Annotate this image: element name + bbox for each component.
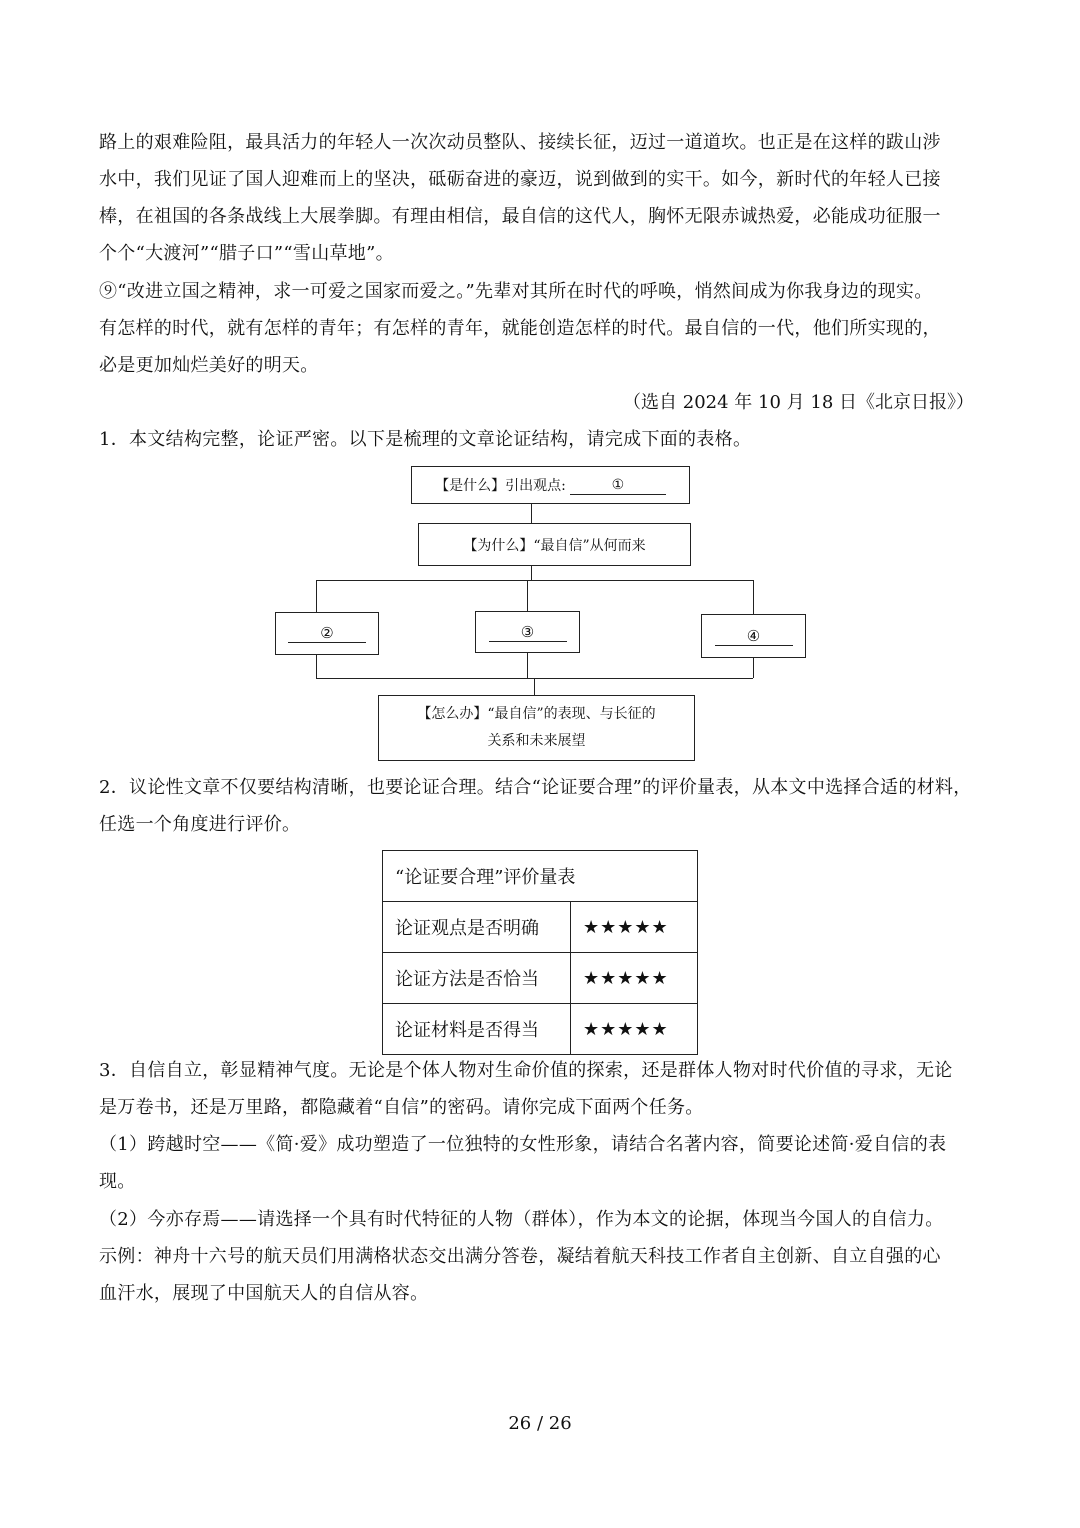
what-box xyxy=(411,466,690,504)
question-2-text: 任选一个角度进行评价。 xyxy=(99,814,301,835)
connector-line xyxy=(753,658,754,678)
question-3-text: 3．自信自立，彰显精神气度。无论是个体人物对生命价值的探索，还是群体人物对时代价值的寻求，无论 xyxy=(99,1060,953,1081)
criterion-cell: 论证观点是否明确 xyxy=(383,902,571,953)
what-label: 【是什么】引出观点: xyxy=(435,478,566,494)
question-3-text: 是万卷书，还是万里路，都隐藏着“自信”的密码。请你完成下面两个任务。 xyxy=(99,1097,704,1118)
connector-line xyxy=(531,504,532,523)
answer-blank-3[interactable]: ③ xyxy=(489,623,567,642)
page-number: 26 / 26 xyxy=(508,1413,572,1434)
question-3-text: 现。 xyxy=(99,1171,136,1192)
passage-line: ⑨“改进立国之精神，求一可爱之国家而爱之。”先辈对其所在时代的呼唤，悄然间成为你我身边的现实。 xyxy=(99,281,933,302)
answer-blank-4[interactable]: ④ xyxy=(715,627,793,646)
passage-line: 路上的艰难险阻，最具活力的年轻人一次次动员整队、接续长征，迈过一道道坎。也正是在这样的跋山涉 xyxy=(99,132,941,153)
question-3-text: （2）今亦存焉——请选择一个具有时代特征的人物（群体），作为本文的论据，体现当今国人的自信力。 xyxy=(99,1209,944,1230)
question-3-text: 血汗水，展现了中国航天人的自信从容。 xyxy=(99,1283,429,1304)
connector-line xyxy=(316,580,317,612)
passage-line: 个个“大渡河”“腊子口”“雪山草地”。 xyxy=(99,243,394,264)
rating-stars: ★★★★★ xyxy=(571,1004,698,1055)
criterion-cell: 论证材料是否得当 xyxy=(383,1004,571,1055)
passage-line: 有怎样的时代，就有怎样的青年；有怎样的青年，就能创造怎样的时代。最自信的一代，他们所实现的， xyxy=(99,318,941,339)
connector-line xyxy=(531,566,532,580)
reason-box-2 xyxy=(275,612,379,655)
table-row xyxy=(383,851,698,902)
evaluation-rubric-table xyxy=(382,850,698,1055)
reason-box-4 xyxy=(701,614,806,658)
source-citation: （选自 2024 年 10 月 18 日《北京日报》） xyxy=(623,392,974,413)
question-3-text: 示例：神舟十六号的航天员们用满格状态交出满分答卷，凝结着航天科技工作者自主创新、自立自强的心 xyxy=(99,1246,941,1267)
answer-blank-1[interactable]: ① xyxy=(570,476,666,495)
question-1-text: 1．本文结构完整，论证严密。以下是梳理的文章论证结构，请完成下面的表格。 xyxy=(99,429,752,450)
criterion-cell: 论证方法是否恰当 xyxy=(383,953,571,1004)
rating-stars: ★★★★★ xyxy=(571,953,698,1004)
rating-stars: ★★★★★ xyxy=(571,902,698,953)
connector-line xyxy=(316,655,317,678)
connector-line xyxy=(527,653,528,678)
table-title: “论证要合理”评价量表 xyxy=(383,851,698,902)
connector-line xyxy=(527,580,528,612)
passage-line: 棒，在祖国的各条战线上大展拳脚。有理由相信，最自信的这代人，胸怀无限赤诚热爱，必能成功征服一 xyxy=(99,206,941,227)
connector-line xyxy=(753,580,754,614)
question-2-text: 2．议论性文章不仅要结构清晰，也要论证合理。结合“论证要合理”的评价量表，从本文中选择合适的材料， xyxy=(99,777,972,798)
how-box xyxy=(378,695,695,761)
passage-line: 必是更加灿烂美好的明天。 xyxy=(99,355,319,376)
table-row xyxy=(383,1004,698,1055)
how-label-line1: 【怎么办】“最自信”的表现、与长征的 xyxy=(417,706,656,722)
table-row xyxy=(383,953,698,1004)
connector-line xyxy=(534,678,535,695)
reason-box-3 xyxy=(475,611,580,653)
table-row xyxy=(383,902,698,953)
how-label-line2: 关系和未来展望 xyxy=(487,733,586,749)
connector-line xyxy=(316,580,753,581)
answer-blank-2[interactable]: ② xyxy=(288,624,366,643)
passage-line: 水中，我们见证了国人迎难而上的坚决，砥砺奋进的豪迈，说到做到的实干。如今，新时代的年轻人已接 xyxy=(99,169,941,190)
why-box xyxy=(418,523,691,566)
why-label: 【为什么】“最自信”从何而来 xyxy=(463,537,646,554)
question-3-text: （1）跨越时空——《简·爱》成功塑造了一位独特的女性形象，请结合名著内容，简要论述简·爱自信的表 xyxy=(99,1134,947,1155)
